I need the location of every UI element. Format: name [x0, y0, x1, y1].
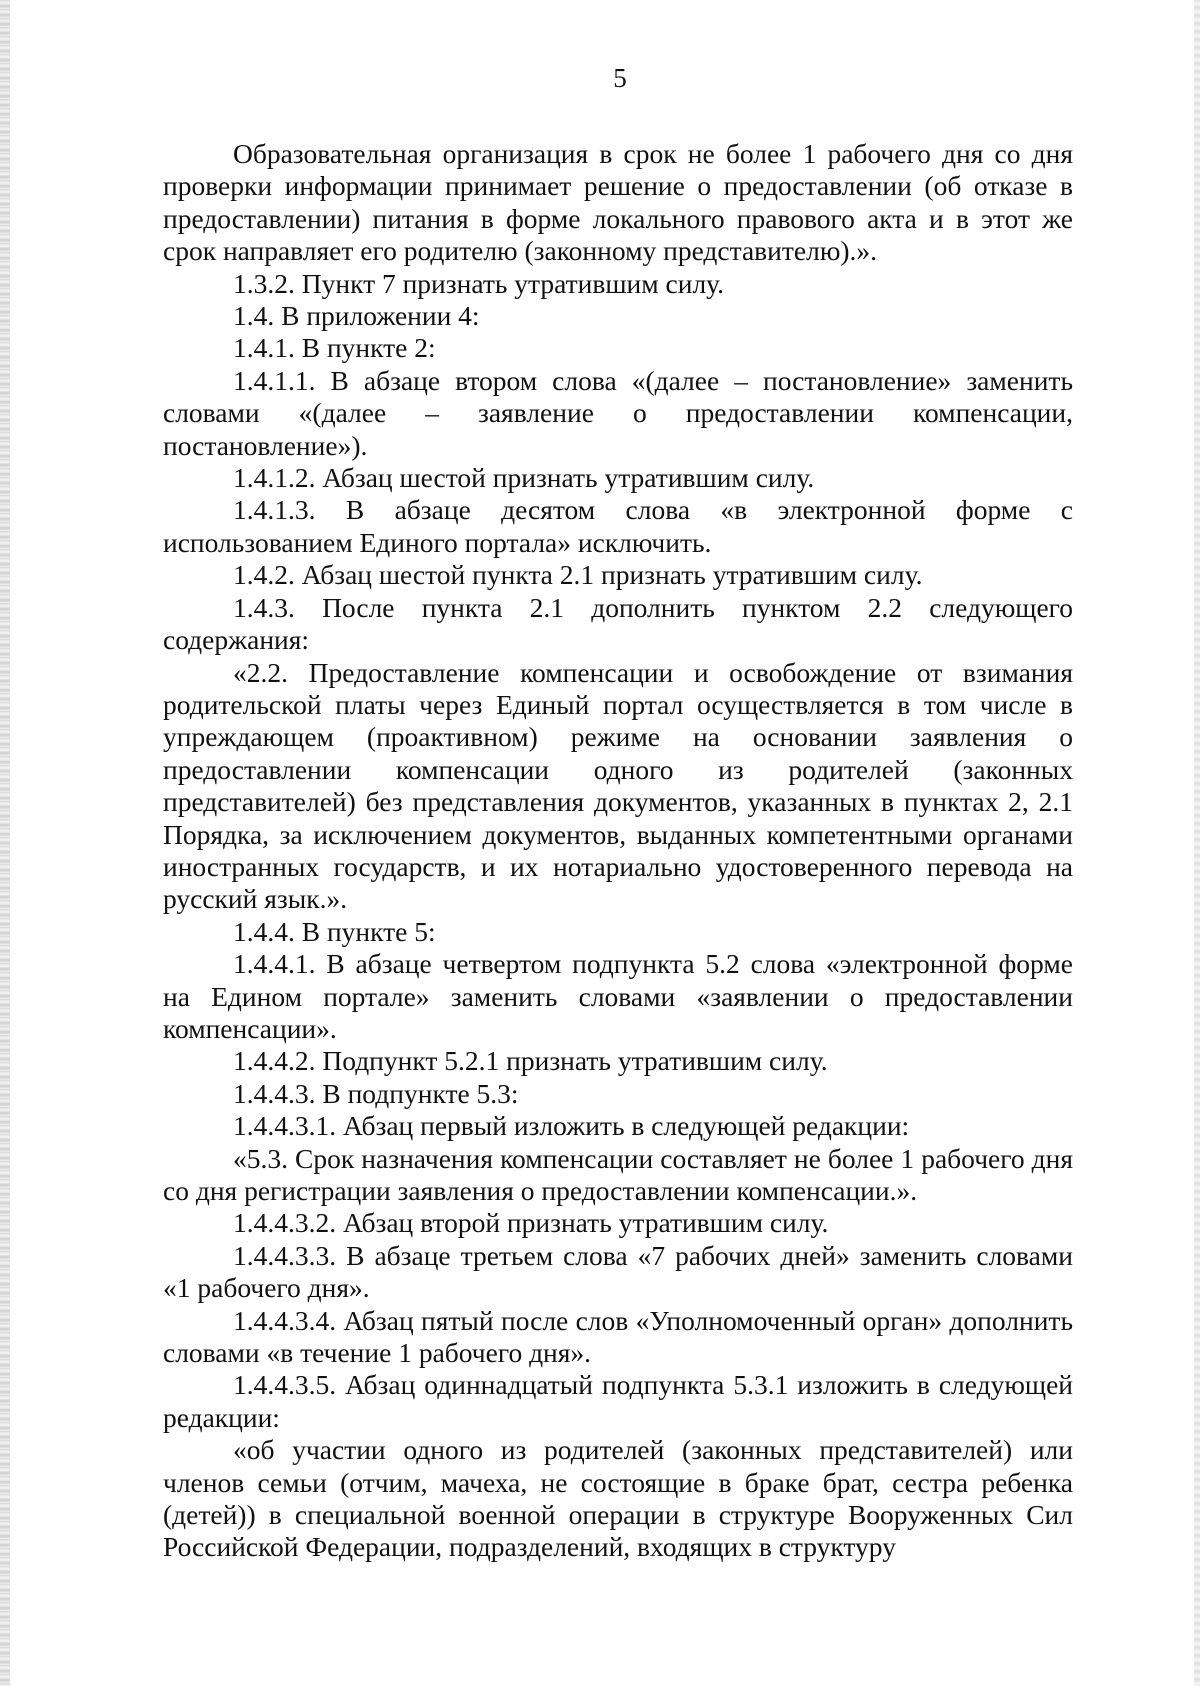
paragraph-1-4-2: 1.4.2. Абзац шестой пункта 2.1 признать утратившим силу. [233, 559, 923, 591]
page-number: 5 [613, 63, 627, 93]
paragraph-quote-2-2: «2.2. Предоставление компенсации и освобождение от взимания родительской платы через Единый портал осуществляется в том числе в упреждающем (проактивном) режиме на основании заявления о предоставлении компенсации одного из родителей (законных представителей) без представления документов, указанных в пунктах 2, 2.1 Порядка, за исключением документов, выданных компетентными органами иностранных государств, и их нотариально удостоверенного перевода на русский язык.». [163, 656, 1073, 915]
paragraph-1-4-4-3: 1.4.4.3. В подпункте 5.3: [233, 1077, 519, 1109]
paragraph-1-4-4-3-2: 1.4.4.3.2. Абзац второй признать утратившим силу. [233, 1207, 829, 1239]
paragraph-1-4-4-3-4: 1.4.4.3.4. Абзац пятый после слов «Уполномоченный орган» дополнить словами «в течение 1 рабочего дня». [163, 1304, 1073, 1369]
paragraph-1-4-4-2: 1.4.4.2. Подпункт 5.2.1 признать утратившим силу. [233, 1045, 828, 1077]
paragraph-1-4-4-1: 1.4.4.1. В абзаце четвертом подпункта 5.2 слова «электронной форме на Едином портале» заменить словами «заявлении о предоставлении компенсации». [163, 948, 1073, 1044]
paragraph-1-4: 1.4. В приложении 4: [233, 300, 480, 332]
paragraph-1-4-4-3-1: 1.4.4.3.1. Абзац первый изложить в следующей редакции: [233, 1110, 910, 1142]
paragraph-1-4-4-3-5: 1.4.4.3.5. Абзац одиннадцатый подпункта 5.3.1 изложить в следующей редакции: [163, 1369, 1073, 1433]
scan-edge-right [1194, 0, 1200, 1686]
paragraph-1-4-4: 1.4.4. В пункте 5: [233, 915, 436, 947]
paragraph-quote-5-3: «5.3. Срок назначения компенсации составляет не более 1 рабочего дня со дня регистрации заявления о предоставлении компенсации.». [163, 1142, 1073, 1206]
document-body [163, 138, 1073, 1564]
paragraph-1-4-1-1: 1.4.1.1. В абзаце втором слова «(далее – постановление» заменить словами «(далее – заявление о предоставлении компенсации, постановление»). [163, 364, 1073, 461]
paragraph-1-4-1-2: 1.4.1.2. Абзац шестой признать утратившим силу. [233, 462, 815, 494]
scan-edge-left [0, 0, 10, 1686]
paragraph-1-4-1-3: 1.4.1.3. В абзаце десятом слова «в электронной форме с использованием Единого портала» исключить. [163, 494, 1073, 558]
paragraph-1-4-3: 1.4.3. После пункта 2.1 дополнить пунктом 2.2 следующего содержания: [163, 591, 1073, 656]
paragraph-1-4-4-3-3: 1.4.4.3.3. В абзаце третьем слова «7 рабочих дней» заменить словами «1 рабочего дня». [163, 1239, 1073, 1304]
paragraph-continuation: Образовательная организация в срок не более 1 рабочего дня со дня проверки информации принимает решение о предоставлении (об отказе в предоставлении) питания в форме локального правового акта и в этот же срок направляет его родителю (законному представителю).». [163, 138, 1073, 267]
paragraph-1-4-1: 1.4.1. В пункте 2: [233, 332, 436, 364]
paragraph-quote-participation: «об участии одного из родителей (законных представителей) или членов семьи (отчим, мачеха, не состоящие в браке брат, сестра ребенка (детей)) в специальной военной операции в структуре Вооруженных Сил Российской Федерации, подразделений, входящих в структуру [163, 1434, 1073, 1563]
paragraph-1-3-2: 1.3.2. Пункт 7 признать утратившим силу. [233, 267, 725, 299]
